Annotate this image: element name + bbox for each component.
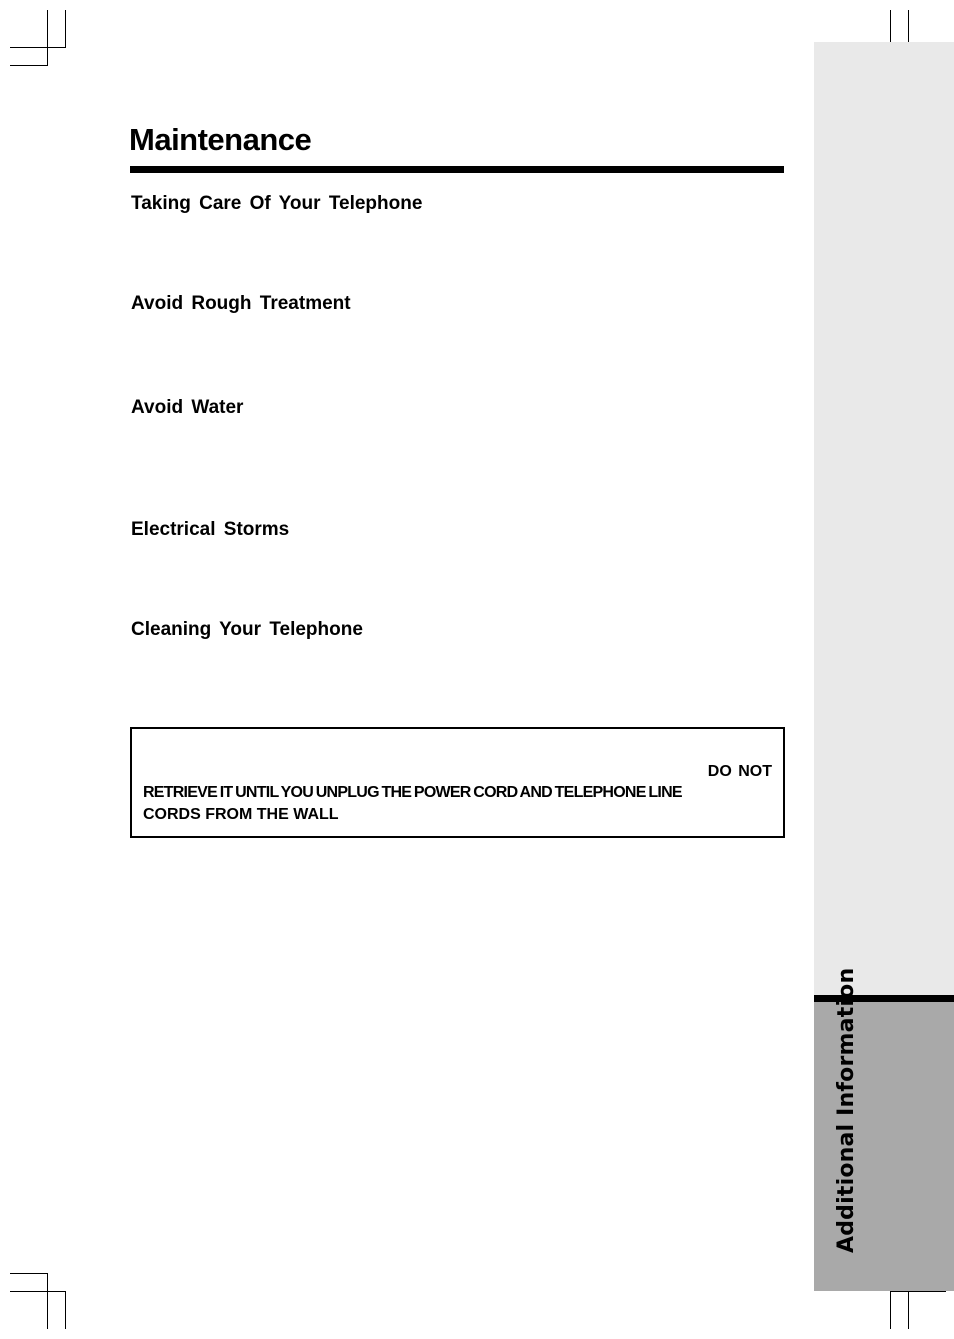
crop-mark: [47, 1273, 48, 1329]
heading-electrical-storms: Electrical Storms: [131, 519, 290, 540]
crop-mark: [65, 1291, 66, 1329]
crop-mark: [890, 1291, 946, 1292]
heading-cleaning: Cleaning Your Telephone: [131, 619, 363, 640]
heading-avoid-water: Avoid Water: [131, 397, 244, 418]
sidebar-panel: [814, 42, 954, 995]
warning-notice-box: [130, 727, 785, 838]
title-rule: [130, 166, 784, 173]
crop-mark: [47, 10, 48, 66]
crop-mark: [890, 1291, 891, 1329]
crop-mark: [10, 1291, 66, 1292]
heading-avoid-rough-treatment: Avoid Rough Treatment: [131, 293, 351, 314]
heading-taking-care: Taking Care Of Your Telephone: [131, 193, 423, 214]
section-tab-label: Additional Information: [834, 967, 859, 1253]
crop-mark: [10, 47, 66, 48]
notice-line: DO NOT: [707, 763, 772, 780]
notice-line: CORDS FROM THE WALL: [143, 806, 339, 823]
crop-mark: [65, 10, 66, 48]
page-title: Maintenance: [129, 122, 312, 157]
notice-line: RETRIEVE IT UNTIL YOU UNPLUG THE POWER CORD AND TELEPHONE LINE: [143, 784, 682, 801]
crop-mark: [10, 1273, 48, 1274]
crop-mark: [10, 65, 48, 66]
